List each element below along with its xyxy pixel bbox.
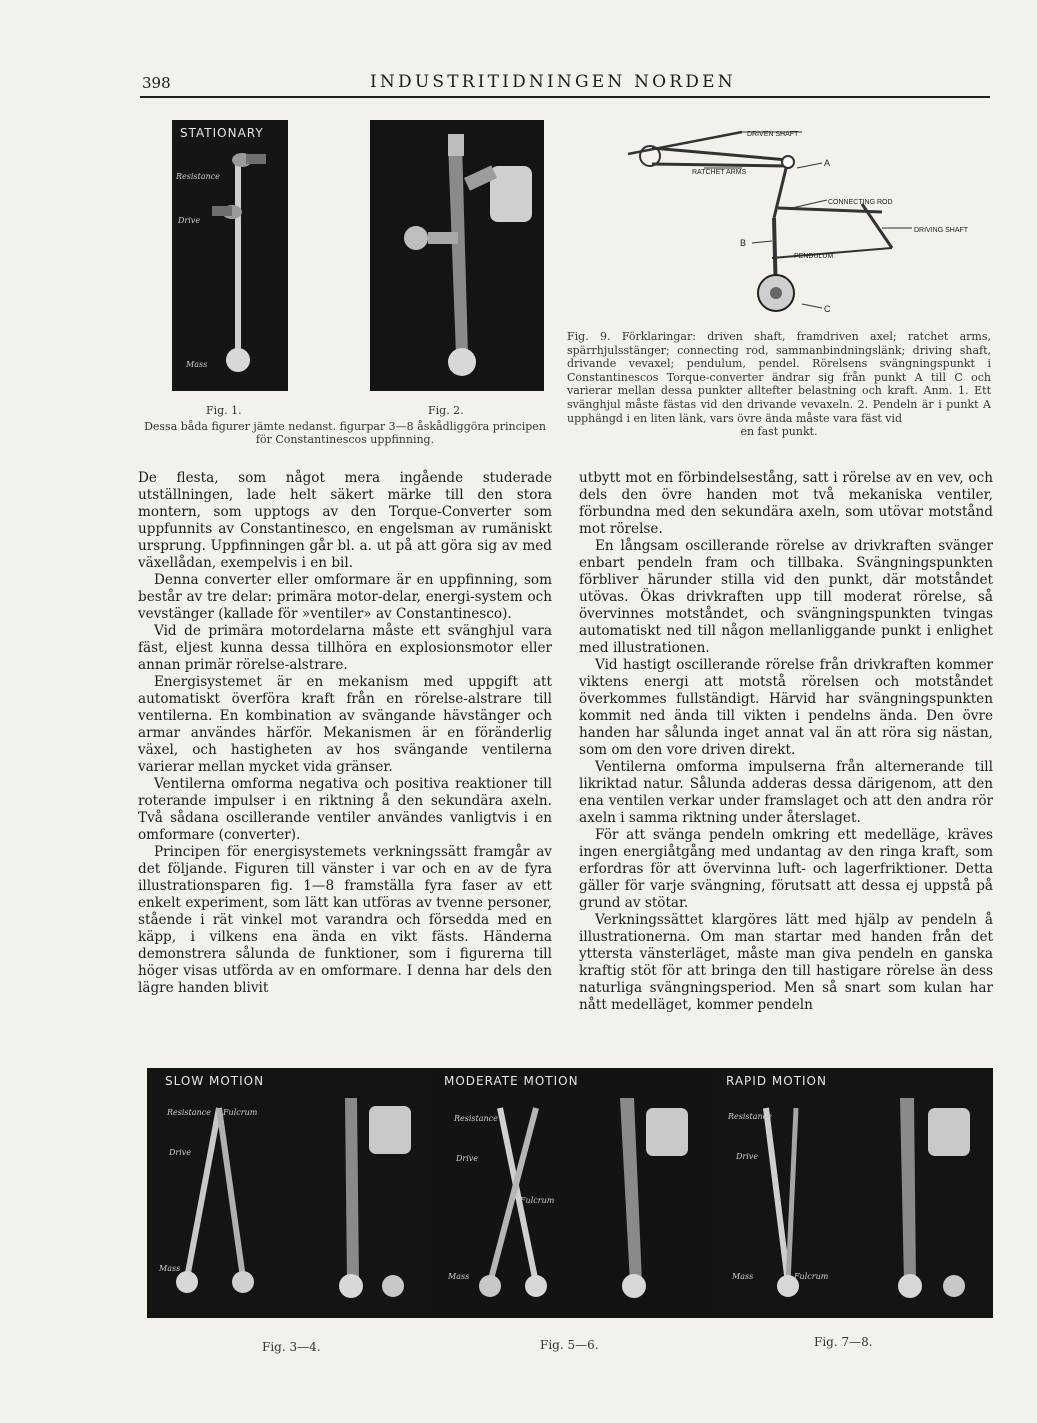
fig2-illustration	[370, 120, 544, 391]
rapid-mass-label: Mass	[732, 1272, 754, 1281]
fig9-caption-end: en fast punkt.	[740, 425, 818, 439]
moderate-mass-label: Mass	[448, 1272, 470, 1281]
label-driven-shaft: DRIVEN SHAFT	[747, 131, 799, 138]
left-paragraph-2: Denna converter eller omformare är en uppfinning, som består av tre delar: primära motor-delar, energi-system och vevstänger (kallade för »ventiler» av Constantinesco).	[138, 572, 552, 622]
slow-mass-label: Mass	[159, 1264, 181, 1273]
right-column	[579, 470, 993, 1014]
slow-motion-photo	[147, 1068, 430, 1318]
label-connecting-rod: CONNECTING ROD	[828, 199, 893, 206]
right-paragraph-3: Vid hastigt oscillerande rörelse från drivkraften kommer viktens energi att motstå rörelsen och motståndet överkommes fullständigt. Härvid har svängningspunkten kommit ned ända till vikten i pendelns ända. Den övre handen har sålunda inget annat val än att röra sig nästan, som om den vore driven direkt.	[579, 657, 993, 758]
journal-title: INDUSTRITIDNINGEN NORDEN	[370, 72, 736, 92]
rapid-motion-photo	[710, 1068, 993, 1318]
fig9-caption	[567, 330, 991, 439]
moderate-motion-title: MODERATE MOTION	[444, 1074, 579, 1088]
right-paragraph-5: För att svänga pendeln omkring ett medelläge, kräves ingen energiåtgång med undantag av den ringa kraft, som erfordras för att övervinna luft- och lagerfriktioner. Detta gäller för varje svängning, förutsatt att dessa ej uppstå på grund av stötar.	[579, 827, 993, 911]
fig1-mass-label: Mass	[186, 360, 208, 369]
label-ratchet-arms: RATCHET ARMS	[692, 169, 747, 176]
fig1-photo	[172, 120, 288, 391]
rapid-resistance-label: Resistance	[728, 1112, 772, 1121]
left-paragraph-6: Principen för energisystemets verkningssätt framgår av det följande. Figuren till vänster i var och en av de fyra illustrationsparen fig. 1—8 framställa fyra faser av ett enkelt experiment, som lätt kan utföras av tvenne personer, stående i rät vinkel mot varandra och försedda med en käpp, i vilkens ena ända en vikt fästs. Händerna demonstrera sålunda de funktioner, som i figurerna till höger visas utförda av en omformare. I denna har dels den lägre handen blivit	[138, 844, 552, 996]
fig56-caption: Fig. 5—6.	[540, 1338, 599, 1352]
left-paragraph-1: De flesta, som något mera ingående studerade utställningen, lade helt säkert märke till den stora montern, som upptogs av den Torque-Converter som uppfunnits av Constantinesco, en engelsman av rumäniskt ursprung. Uppfinningen går bl. a. ut på att göra sig av med växellådan, exempelvis i en bil.	[138, 470, 552, 571]
right-paragraph-4: Ventilerna omforma impulserna från alternerande till likriktad natur. Sålunda adderas dessa därigenom, att den ena ventilen verkar under framslaget och att den andra rör axeln i samma riktning under återslaget.	[579, 759, 993, 826]
rapid-drive-label: Drive	[736, 1152, 759, 1161]
slow-fulcrum-label: Fulcrum	[223, 1108, 258, 1117]
moderate-motion-illustration	[430, 1068, 710, 1318]
left-paragraph-4: Energisystemet är en mekanism med uppgift att automatiskt överföra kraft från en rörelse-alstrare till ventilerna. En kombination av svängande hävstänger och armar användes härför. Mekanismen är en föränderlig växel, och hastigheten av hos svängande ventilerna varierar mellan mycket vida gränser.	[138, 674, 552, 775]
left-column	[138, 470, 552, 997]
right-paragraph-2: En långsam oscillerande rörelse av drivkraften svänger enbart pendeln fram och tillbaka. Svängningspunkten förbliver härunder stilla vid den punkt, där motståndet utövas. Ökas drivkraften upp till moderat rörelse, så övervinnes motståndet, och svängningspunkten tvingas automatiskt ned till någon mellanliggande punkt i enlighet med illustrationen.	[579, 538, 993, 656]
rapid-fulcrum-label: Fulcrum	[794, 1272, 829, 1281]
page-number: 398	[142, 74, 171, 92]
slow-motion-illustration	[147, 1068, 430, 1318]
header-rule	[140, 96, 990, 98]
fig1-title: STATIONARY	[180, 126, 264, 140]
fig9-diagram	[592, 108, 992, 330]
label-c: C	[824, 304, 831, 314]
fig9-caption-text: Fig. 9. Förklaringar: driven shaft, framdriven axel; ratchet arms, spärrhjulsstänger; connecting rod, sammanbindningslänk; driving shaft, drivande vevaxel; pendulum, pendel. Rörelsens svängningspunkt i Constantinescos Torque-converter ändrar sig från punkt A till C och varierar mellan dessa punkter alltefter belastning och kraft. Anm. 1. Ett svänghjul måste fästas vid den drivande vevaxeln. 2. Pendeln är i punkt A upphängd i en liten länk, vars övre ända måste vara fäst vid	[567, 330, 991, 425]
fig1-label: Fig. 1.	[206, 404, 242, 417]
fig1-drive-label: Drive	[178, 216, 201, 225]
fig2-photo	[370, 120, 544, 391]
fig12-caption: Dessa båda figurer jämte nedanst. figurpar 3—8 åskådliggöra principen för Constantinescos uppfinning.	[144, 420, 546, 446]
slow-drive-label: Drive	[169, 1148, 192, 1157]
fig1-resistance-label: Resistance	[176, 172, 220, 181]
fig2-label: Fig. 2.	[428, 404, 464, 417]
moderate-motion-photo	[430, 1068, 710, 1318]
right-paragraph-6: Verkningssättet klargöres lätt med hjälp av pendeln å illustrationerna. Om man startar med handen från det yttersta vänsterläget, måste man giva pendeln en ganska kraftig stöt för att bringa den till hastigare rörelse än dess naturliga svängningsperiod. Men så snart som kulan har nått medelläget, kommer pendeln	[579, 912, 993, 1013]
label-a: A	[824, 158, 831, 168]
right-paragraph-1: utbytt mot en förbindelsestång, satt i rörelse av en vev, och dels den övre handen mot två mekaniska ventiler, förbundna med den sekundära axeln, som utövar motstånd mot rörelse.	[579, 470, 993, 537]
fig1-illustration	[172, 120, 288, 391]
moderate-fulcrum-label: Fulcrum	[520, 1196, 555, 1205]
moderate-resistance-label: Resistance	[454, 1114, 498, 1123]
label-pendulum: PENDULUM	[794, 253, 834, 260]
label-b: B	[740, 238, 747, 248]
left-paragraph-5: Ventilerna omforma negativa och positiva reaktioner till roterande impulser i en riktning å den sekundära axeln. Två sådana oscillerande ventiler användes vanligtvis i en omformare (converter).	[138, 776, 552, 843]
left-paragraph-3: Vid de primära motordelarna måste ett svänghjul vara fäst, eljest kunna dessa tillhöra en explosionsmotor eller annan primär rörelse-alstrare.	[138, 623, 552, 673]
rapid-motion-title: RAPID MOTION	[726, 1074, 827, 1088]
fig34-caption: Fig. 3—4.	[262, 1340, 321, 1354]
moderate-drive-label: Drive	[456, 1154, 479, 1163]
slow-motion-title: SLOW MOTION	[165, 1074, 265, 1088]
fig78-caption: Fig. 7—8.	[814, 1335, 873, 1349]
label-driving-shaft: DRIVING SHAFT	[914, 227, 969, 234]
fig9-mechanism-drawing	[592, 108, 992, 330]
slow-resistance-label: Resistance	[167, 1108, 211, 1117]
